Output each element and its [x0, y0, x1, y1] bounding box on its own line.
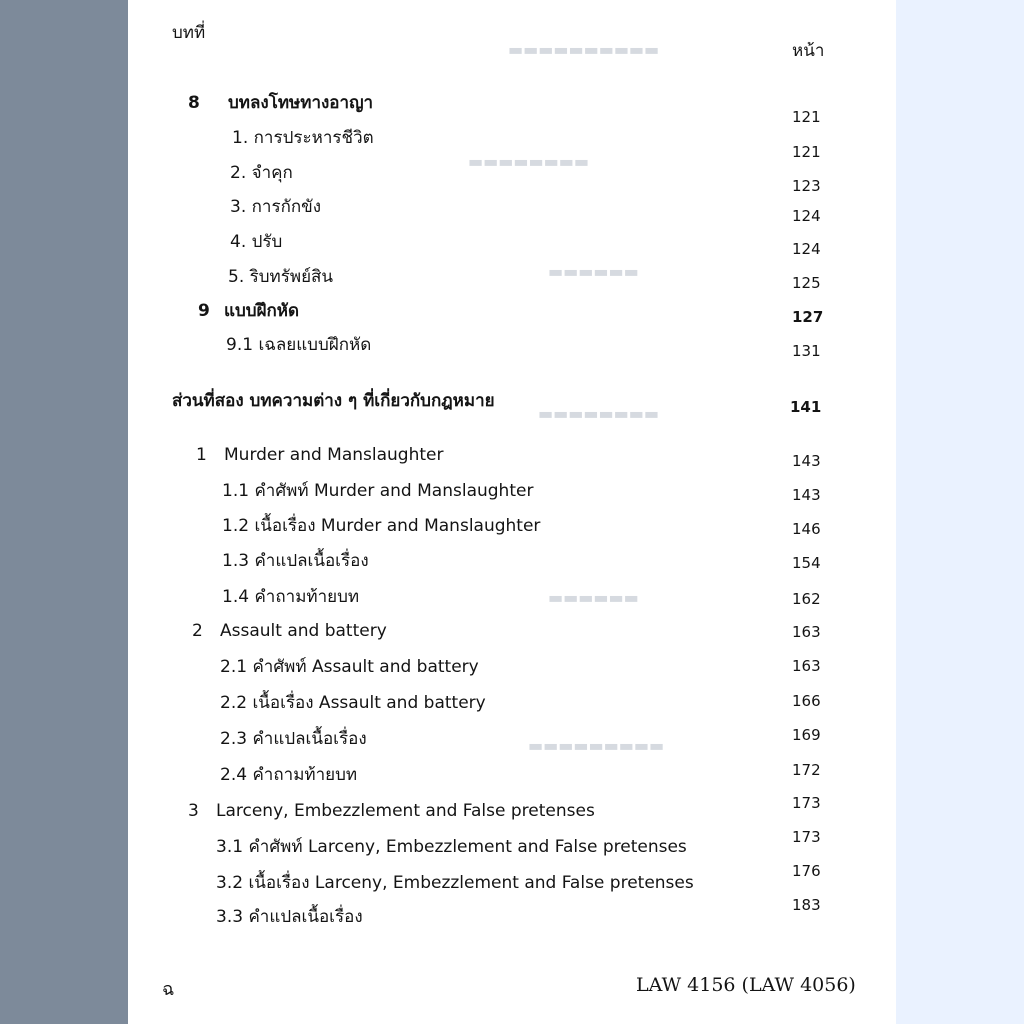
- entry-page: 162: [792, 590, 821, 608]
- entry-page: 123: [792, 177, 821, 195]
- entry-title: 2.3 คำแปลเนื้อเรื่อง: [220, 729, 367, 749]
- entry-title: Larceny, Embezzlement and False pretenses: [216, 801, 595, 821]
- entry-title: 1. การประหารชีวิต: [232, 128, 374, 148]
- course-code: LAW 4156 (LAW 4056): [636, 974, 856, 996]
- background-right: [896, 0, 1024, 1024]
- entry-number: 1: [196, 445, 207, 465]
- entry-title: Murder and Manslaughter: [224, 445, 444, 465]
- entry-title: 2. จำคุก: [230, 163, 293, 183]
- page-letter: ฉ: [162, 979, 175, 1000]
- entry-title: บทลงโทษทางอาญา: [228, 93, 374, 113]
- chapter-column-header: บทที่: [172, 23, 206, 43]
- entry-title: แบบฝึกหัด: [224, 301, 300, 321]
- entry-title: 3.3 คำแปลเนื้อเรื่อง: [216, 907, 363, 927]
- entry-page: 183: [792, 896, 821, 914]
- entry-title: 4. ปรับ: [230, 232, 283, 252]
- entry-page: 154: [792, 554, 821, 572]
- entry-page: 121: [792, 108, 821, 126]
- background-left: [0, 0, 128, 1024]
- entry-title: Assault and battery: [220, 621, 387, 641]
- entry-page: 166: [792, 692, 821, 710]
- entry-title: 3. การกักขัง: [230, 197, 322, 217]
- entry-title: ส่วนที่สอง บทความต่าง ๆ ที่เกี่ยวกับกฎหมาย: [172, 391, 495, 411]
- entry-title: 2.1 คำศัพท์ Assault and battery: [220, 657, 479, 677]
- entry-number: 8: [188, 93, 200, 113]
- entry-title: 5. ริบทรัพย์สิน: [228, 267, 334, 287]
- entry-page: 143: [792, 452, 821, 470]
- entry-page: 173: [792, 828, 821, 846]
- entry-page: 121: [792, 143, 821, 161]
- entry-title: 2.2 เนื้อเรื่อง Assault and battery: [220, 693, 486, 713]
- entry-title: 3.2 เนื้อเรื่อง Larceny, Embezzlement and False pretenses: [216, 873, 694, 893]
- document-page: ▬▬▬▬▬▬▬▬▬▬ ▬▬▬▬▬▬▬▬ ▬▬▬▬▬▬ ▬▬▬▬▬▬▬▬ ▬▬▬▬▬▬ ▬▬▬▬▬▬▬▬▬ บทที่ หน้า 8 บทลงโทษทางอาญา 121 1. การประหารชีวิต 121 2. จำคุก 123 3. การกักขัง 124 4. ปรับ 124 5. ริบทรัพย์สิน 125 9 แบบฝึกหัด 127 9.1 เฉลยแบบฝึกหัด 131 ส่วนที่สอง บทความต่าง ๆ ที่เกี่ยวกับกฎหมาย 141 1 Murder and Manslaughter 143 1.1 คำศัพท์ Murder and Manslaughter 143 1.2 เนื้อเรื่อง Murder and Manslaughter 146 1.3 คำแปลเนื้อเรื่อง 154 1.4 คำถามท้ายบท 162 2 Assault and battery 163 2.1 คำศัพท์ Assault and battery 163 2.2 เนื้อเรื่อง Assault and battery 166 2.3 คำแปลเนื้อเรื่อง 169 2.4 คำถามท้ายบท 172 3 Larceny, Embezzlement and False pretenses 173 3.1 คำศัพท์ Larceny, Embezzlement and False pretenses 173 3.2 เนื้อเรื่อง Larceny, Embezzlement and False pretenses 176 3.3 คำแปลเนื้อเรื่อง 183 ฉ LAW 4156 (LAW 4056): [128, 0, 896, 1024]
- page-column-header: หน้า: [792, 41, 825, 61]
- entry-number: 2: [192, 621, 203, 641]
- entry-title: 1.1 คำศัพท์ Murder and Manslaughter: [222, 481, 534, 501]
- entry-page: 172: [792, 761, 821, 779]
- entry-page: 143: [792, 486, 821, 504]
- entry-title: 1.2 เนื้อเรื่อง Murder and Manslaughter: [222, 516, 541, 536]
- entry-title: 1.3 คำแปลเนื้อเรื่อง: [222, 551, 369, 571]
- entry-title: 9.1 เฉลยแบบฝึกหัด: [226, 335, 372, 355]
- entry-number: 3: [188, 801, 199, 821]
- entry-page: 131: [792, 342, 821, 360]
- entry-title: 2.4 คำถามท้ายบท: [220, 765, 358, 785]
- entry-title: 1.4 คำถามท้ายบท: [222, 587, 360, 607]
- entry-page: 124: [792, 240, 821, 258]
- entry-page: 163: [792, 657, 821, 675]
- entry-title: 3.1 คำศัพท์ Larceny, Embezzlement and False pretenses: [216, 837, 687, 857]
- entry-page: 163: [792, 623, 821, 641]
- entry-page: 125: [792, 274, 821, 292]
- entry-page: 127: [792, 308, 824, 326]
- entry-page: 169: [792, 726, 821, 744]
- entry-page: 124: [792, 207, 821, 225]
- entry-page: 141: [790, 398, 822, 416]
- entry-page: 176: [792, 862, 821, 880]
- entry-page: 146: [792, 520, 821, 538]
- entry-page: 173: [792, 794, 821, 812]
- entry-number: 9: [198, 301, 210, 321]
